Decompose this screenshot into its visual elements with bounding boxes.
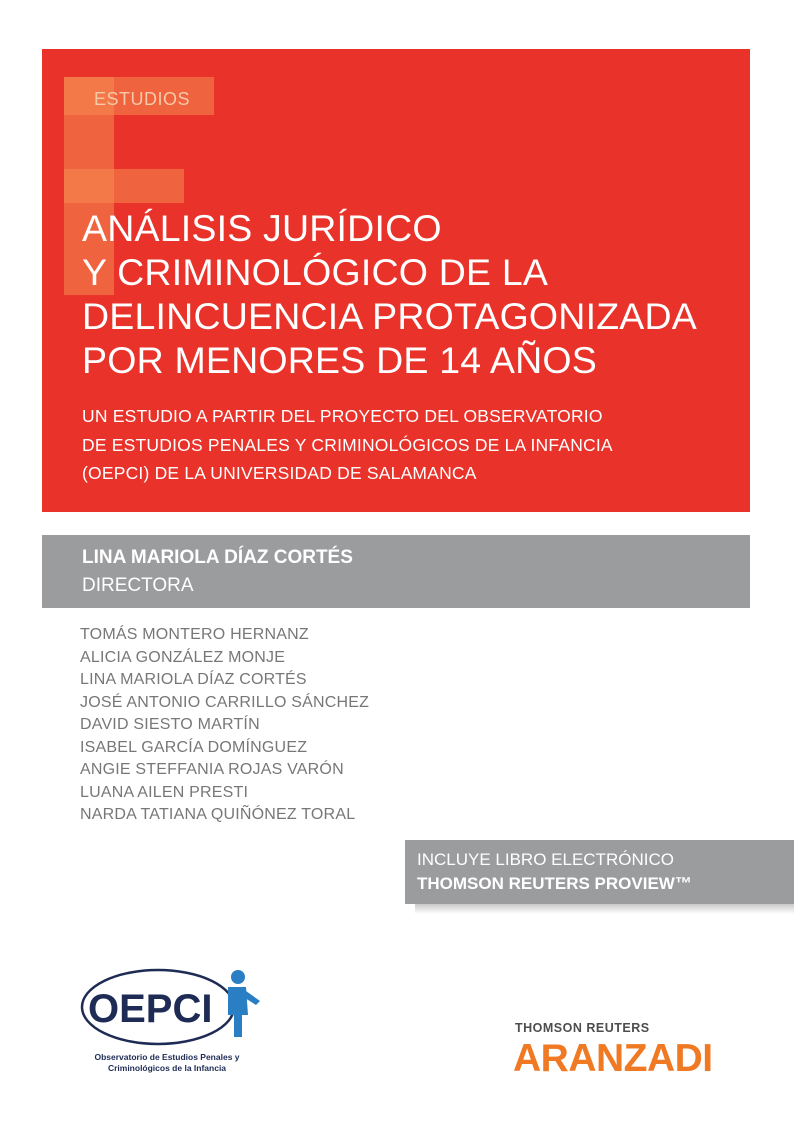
author-name: ANGIE STEFFANIA ROJAS VARÓN [80, 761, 344, 778]
book-subtitle [82, 402, 613, 488]
publisher-imprint: ARANZADI [513, 1037, 713, 1080]
author-name: DAVID SIESTO MARTÍN [80, 716, 260, 733]
ebook-badge [405, 840, 794, 904]
title-line: DELINCUENCIA PROTAGONIZADA [82, 295, 698, 337]
oepci-caption-line: Observatorio de Estudios Penales y [94, 1052, 240, 1062]
ebook-badge-shadow [415, 904, 794, 914]
subtitle-line: (OEPCI) DE LA UNIVERSIDAD DE SALAMANCA [82, 463, 477, 483]
author-name: ISABEL GARCÍA DOMÍNGUEZ [80, 738, 308, 756]
author-name: LINA MARIOLA DÍAZ CORTÉS [80, 671, 307, 688]
series-label: ESTUDIOS [94, 89, 191, 109]
director-role: DIRECTORA [82, 575, 194, 596]
director-name: LINA MARIOLA DÍAZ CORTÉS [82, 547, 353, 568]
cover-title-panel [42, 49, 750, 512]
title-line: POR MENORES DE 14 AÑOS [82, 339, 597, 381]
author-name: TOMÁS MONTERO HERNANZ [80, 626, 309, 643]
ebook-line1: INCLUYE LIBRO ELECTRÓNICO [417, 850, 674, 869]
author-name: LUANA AILEN PRESTI [80, 783, 249, 801]
subtitle-line: DE ESTUDIOS PENALES Y CRIMINOLÓGICOS DE LA INFANCIA [82, 434, 613, 455]
author-list [80, 624, 369, 827]
author-name: ALICIA GONZÁLEZ MONJE [80, 648, 286, 666]
author-name: JOSÉ ANTONIO CARRILLO SÁNCHEZ [80, 693, 370, 711]
logo-text: OEPCI [88, 987, 213, 1031]
subtitle-line: UN ESTUDIO A PARTIR DEL PROYECTO DEL OBSERVATORIO [82, 406, 603, 426]
publisher-group: THOMSON REUTERS [515, 1021, 650, 1035]
ebook-line2: THOMSON REUTERS PROVIEW™ [417, 874, 692, 893]
title-line: ANÁLISIS JURÍDICO [82, 207, 442, 249]
child-figure-icon [228, 970, 260, 1037]
book-title [82, 206, 697, 382]
oepci-caption-line: Criminológicos de la Infancia [107, 1063, 227, 1073]
author-name: NARDA TATIANA QUIÑÓNEZ TORAL [80, 806, 356, 823]
oepci-caption [92, 1052, 242, 1074]
director-band [42, 535, 750, 608]
title-line: Y CRIMINOLÓGICO DE LA [82, 251, 549, 293]
